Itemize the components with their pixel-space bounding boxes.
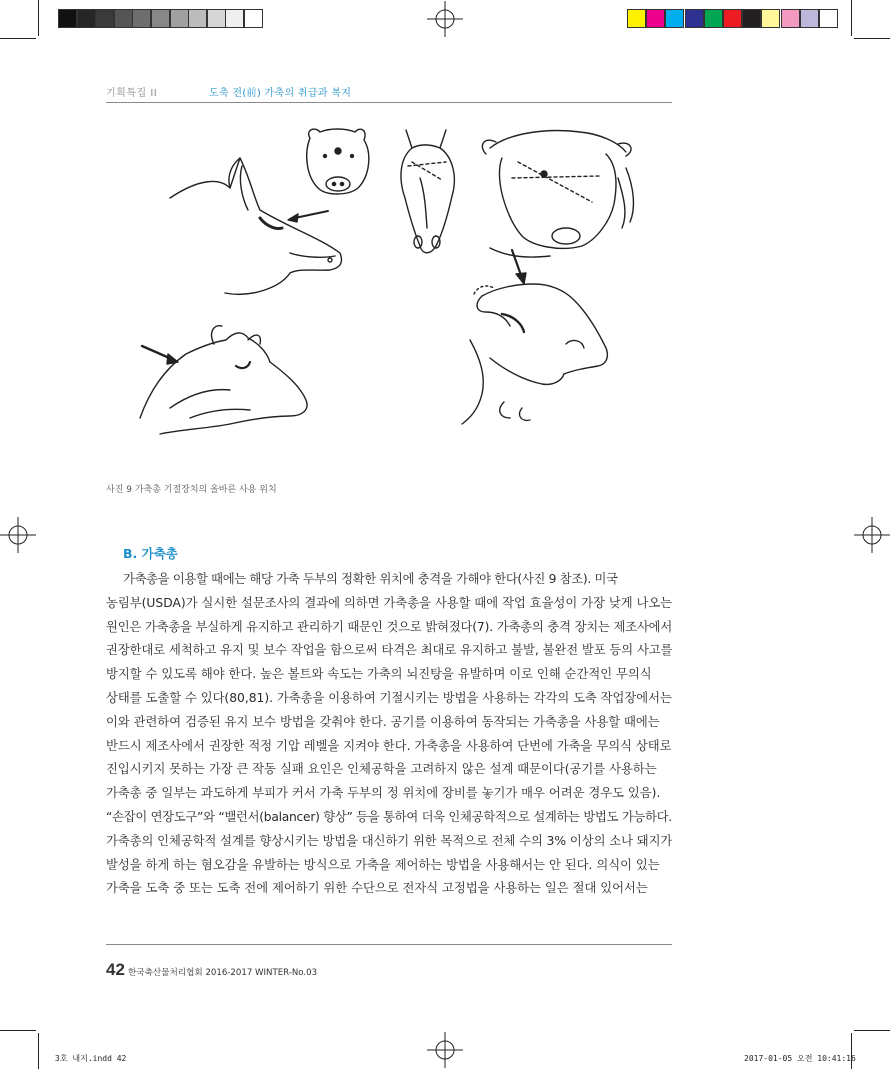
body-line: 상태를 도출할 수 있다(80,81). 가축총을 이용하여 기절시키는 방법을 사용하는 각각의 도축 작업장에서는: [106, 691, 672, 705]
slug-filename: 3호 내지.indd 42: [55, 1054, 127, 1063]
crop-mark: [38, 1033, 39, 1069]
registration-mark-left: [0, 517, 36, 553]
color-swatch: [742, 9, 761, 28]
body-line: 반드시 제조사에서 권장한 적정 기압 레벨을 지켜야 한다. 가축총을 사용하여 단번에 가축을 무의식 상태로: [106, 738, 672, 753]
crop-mark: [0, 38, 36, 39]
color-swatch: [685, 9, 704, 28]
color-swatch: [627, 9, 646, 28]
footer-rule: [106, 944, 672, 945]
gray-swatch: [207, 9, 226, 28]
gray-swatch: [132, 9, 151, 28]
gray-swatch: [225, 9, 244, 28]
body-line: 이와 관련하여 검증된 유지 보수 방법을 갖춰야 한다. 공기를 이용하여 동작되는 가축총을 사용할 때에는: [106, 714, 660, 729]
body-line: 방지할 수 있도록 해야 한다. 높은 볼트와 속도는 가축의 뇌진탕을 유발하며 이로 인해 순간적인 무의식: [106, 667, 652, 682]
body-line: 진입시키지 못하는 가장 큰 작동 실패 요인은 인체공학을 고려하지 않은 설계 때문이다(공기를 사용하는: [106, 762, 657, 777]
gray-swatch: [188, 9, 207, 28]
livestock-stunning-position-illustration: [130, 118, 650, 458]
color-swatch: [646, 9, 665, 28]
registration-mark-top: [427, 1, 463, 37]
slug-timestamp: 2017-01-05 오전 10:41:16: [744, 1054, 856, 1063]
figure-caption: 사진 9 가축총 기절장치의 올바른 사용 위치: [106, 485, 277, 495]
page-number: 42: [106, 960, 125, 979]
gray-swatch: [170, 9, 189, 28]
color-swatch: [723, 9, 742, 28]
pig-front-drawing: [307, 129, 369, 194]
cattle-side-drawing: [140, 326, 307, 434]
gray-swatch: [77, 9, 96, 28]
horse-front-drawing: [401, 130, 454, 253]
body-line: 농림부(USDA)가 실시한 설문조사의 결과에 의하면 가축총을 사용할 때에 작업 효율성이 가장 낮게 나오는: [106, 595, 673, 610]
body-line: 가축총 중 일부는 과도하게 부피가 커서 가축 두부의 정 위치에 장비를 놓기가 매우 어려운 경우도 있음).: [106, 786, 661, 801]
color-swatch: [800, 9, 819, 28]
running-header-title: 도축 전(前) 가축의 취급과 복지: [209, 88, 352, 99]
body-line: 발성을 하게 하는 혐오감을 유발하는 방식으로 가축을 제어하는 방법을 사용해서는 안 된다. 의식이 있는: [106, 857, 660, 872]
body-line: 가축총의 인체공학적 설계를 향상시키는 방법을 대신하기 위한 목적으로 전체 수의 3% 이상의 소나 돼지가: [106, 833, 673, 848]
publication-info: 한국축산물처리협회 2016-2017 WINTER-No.03: [128, 968, 318, 978]
body-line: 가축총을 이용할 때에는 해당 가축 두부의 정확한 위치에 충격을 가해야 한다(사진 9 참조). 미국: [123, 572, 618, 586]
section-heading: B. 가축총: [123, 546, 178, 561]
color-swatch: [704, 9, 723, 28]
gray-swatch: [244, 9, 263, 28]
gray-swatch: [151, 9, 170, 28]
gray-swatch: [114, 9, 133, 28]
body-line: 권장한대로 세척하고 유지 및 보수 작업을 함으로써 타격은 최대로 유지하고 불발, 불완전 발포 등의 사고를: [106, 643, 673, 658]
crop-mark: [0, 1030, 36, 1031]
crop-mark: [851, 0, 852, 36]
color-swatch: [781, 9, 800, 28]
crop-mark: [38, 0, 39, 36]
body-line: 원인은 가축총을 부실하게 유지하고 관리하기 때문인 것으로 밝혀졌다(7). 가축총의 충격 장치는 제조사에서: [106, 619, 673, 634]
header-rule: [106, 102, 672, 103]
bull-front-drawing: [482, 131, 633, 257]
registration-mark-bottom: [427, 1032, 463, 1068]
color-swatch: [819, 9, 838, 28]
color-swatch: [665, 9, 684, 28]
body-line: 가축을 도축 중 또는 도축 전에 제어하기 위한 수단으로 전자식 고정법을 사용하는 일은 절대 있어서는: [106, 881, 648, 896]
body-line: “손잡이 연장도구”와 “밸런서(balancer) 향상” 등을 통하여 더욱 인체공학적으로 설계하는 방법도 가능하다.: [106, 810, 672, 824]
sheep-side-drawing: [462, 284, 607, 424]
crop-mark: [854, 38, 890, 39]
gray-swatch: [95, 9, 114, 28]
registration-mark-right: [854, 517, 890, 553]
color-swatch: [761, 9, 780, 28]
running-header-section: 기획특집 II: [106, 88, 158, 99]
crop-mark: [854, 1030, 890, 1031]
pig-side-drawing: [170, 158, 342, 294]
gray-swatch: [58, 9, 77, 28]
